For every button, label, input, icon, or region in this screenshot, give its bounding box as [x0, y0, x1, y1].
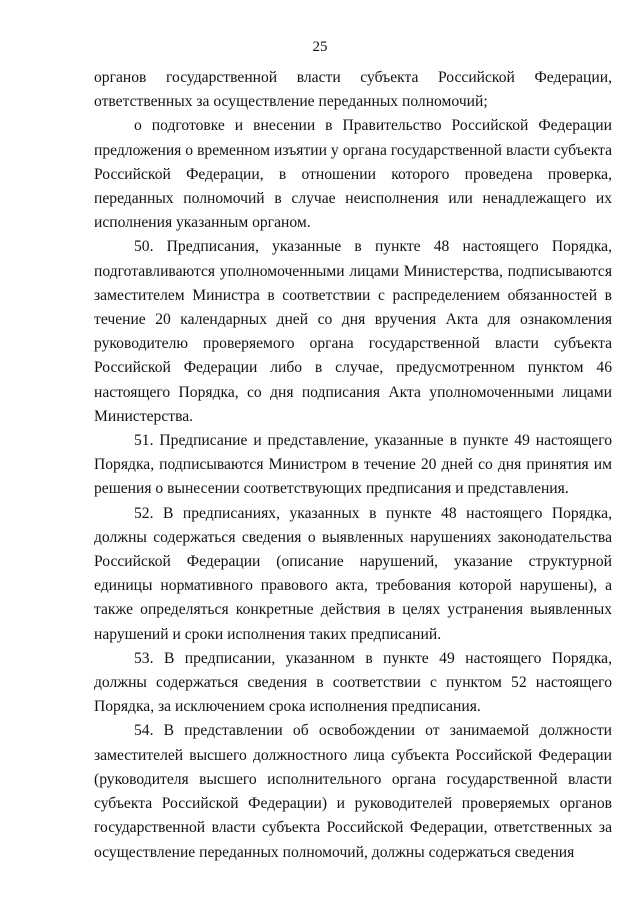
paragraph-proposal: о подготовке и внесении в Правительство Российской Федерации предложения о временном изъятии у органа государственной власти субъекта Российской Федерации, в отношении которого проведена проверка, переданных полномочий в случае неисполнения или ненадлежащего их исполнения указанным органом.	[94, 117, 612, 232]
page-number: 25	[312, 39, 328, 55]
document-body	[94, 66, 612, 865]
paragraph-continuation: органов государственной власти субъекта Российской Федерации, ответственных за осуществление переданных полномочий;	[94, 69, 612, 111]
paragraph-item-53: 53. В предписании, указанном в пункте 49 настоящего Порядка, должны содержаться сведения в соответствии с пунктом 52 настоящего Порядка, за исключением срока исполнения предписания.	[94, 649, 612, 716]
paragraph-item-54: 54. В представлении об освобождении от занимаемой должности заместителей высшего должностного лица субъекта Российской Федерации (руководителя высшего исполнительного органа государственной власти субъекта Российской Федерации) и руководителей проверяемых органов государственной власти субъекта Российской Федерации, ответственных за осуществление переданных полномочий, должны содержаться сведения	[94, 722, 612, 861]
paragraph-item-50: 50. Предписания, указанные в пункте 48 настоящего Порядка, подготавливаются уполномоченными лицами Министерства, подписываются заместителем Министра в соответствии с распределением обязанностей в течение 20 календарных дней со дня вручения Акта для ознакомления руководителю проверяемого органа государственной власти субъекта Российской Федерации либо в случае, предусмотренном пунктом 46 настоящего Порядка, со дня подписания Акта уполномоченными лицами Министерства.	[94, 238, 612, 425]
paragraph-item-51: 51. Предписание и представление, указанные в пункте 49 настоящего Порядка, подписываются Министром в течение 20 дней со дня принятия им решения о вынесении соответствующих предписания и представления.	[94, 432, 612, 498]
paragraph-item-52: 52. В предписаниях, указанных в пункте 48 настоящего Порядка, должны содержаться сведения о выявленных нарушениях законодательства Российской Федерации (описание нарушений, указание структурной единицы нормативного правового акта, требования которой нарушены), а также определяться конкретные действия в целях устранения выявленных нарушений и сроки исполнения таких предписаний.	[94, 504, 612, 643]
